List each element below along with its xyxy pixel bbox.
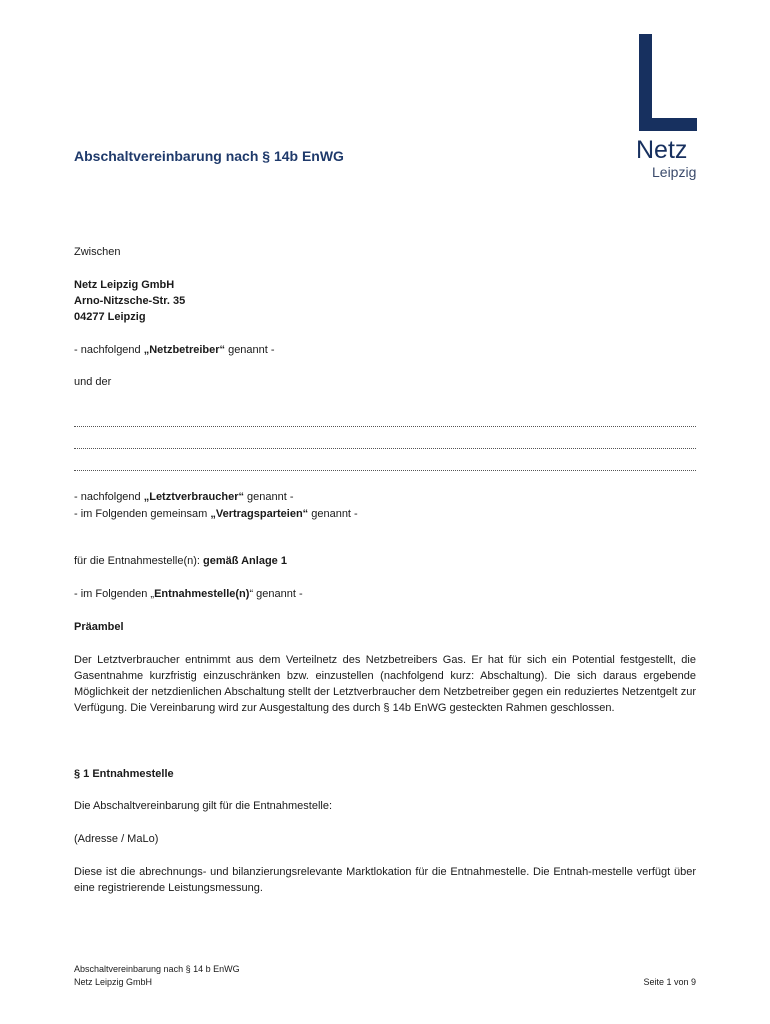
joint-role: [74, 506, 358, 522]
operator-name: Netz Leipzig GmbH: [74, 279, 175, 291]
operator-street: Arno-Nitzsche-Str. 35: [74, 295, 186, 307]
netz-leipzig-logo: [634, 34, 704, 184]
logo-l-horizontal: [639, 118, 697, 131]
fill-in-line-2[interactable]: [74, 448, 696, 449]
page-footer: [74, 963, 240, 989]
section1-heading: § 1 Entnahmestelle: [74, 768, 174, 780]
preamble-heading: Präambel: [74, 621, 124, 633]
footer-line-2: Netz Leipzig GmbH: [74, 977, 153, 987]
offtake-ref-prefix: - im Folgenden „: [74, 588, 155, 600]
section1-address: (Adresse / MaLo): [74, 833, 159, 845]
operator-role-prefix: - nachfolgend: [74, 344, 144, 356]
operator-city: 04277 Leipzig: [74, 311, 146, 323]
fill-in-line-3[interactable]: [74, 470, 696, 471]
offtake-line: [74, 553, 287, 569]
joint-role-bold: „Vertragsparteien“: [210, 508, 309, 520]
offtake-label: für die Entnahmestelle(n):: [74, 555, 204, 567]
joint-role-prefix: - im Folgenden gemeinsam: [74, 508, 211, 520]
offtake-ref-bold: Entnahmestelle(n): [154, 588, 250, 600]
logo-word: Netz: [636, 136, 688, 164]
logo-sub: Leipzig: [652, 164, 697, 180]
offtake-reference: [74, 586, 303, 602]
fill-in-line-1[interactable]: [74, 426, 696, 427]
consumer-role-prefix: - nachfolgend: [74, 491, 144, 503]
and-label: und der: [74, 376, 112, 388]
section1-text: Diese ist die abrechnungs- und bilanzierungsrelevante Marktlokation für die Entnahmestelle. Die Entnah-mestelle verfügt über eine registrierende Leistungsmessung.: [74, 866, 696, 894]
footer-line-1: Abschaltvereinbarung nach § 14 b EnWG: [74, 964, 240, 974]
offtake-value: gemäß Anlage 1: [203, 555, 287, 567]
section1-intro: Die Abschaltvereinbarung gilt für die Entnahmestelle:: [74, 800, 333, 812]
consumer-role: [74, 489, 294, 505]
page-number: Seite 1 von 9: [643, 977, 696, 987]
offtake-ref-suffix: “ genannt -: [249, 588, 303, 600]
preamble-text: Der Letztverbraucher entnimmt aus dem Verteilnetz des Netzbetreibers Gas. Er hat für sich ein Potential festgestellt, die Gasentnahme kurzfristig einzuschränken bzw. einzustellen (nachfolgend kurz: Abschaltung). Die sich daraus ergebende Möglichkeit der netzdienlichen Abschaltung stellt der Letztverbraucher dem Netzbetreiber gegen ein reduziertes Netzentgelt zur Verfügung. Die Vereinbarung wird zur Ausgestaltung des durch § 14b EnWG gesteckten Rahmen geschlossen.: [74, 654, 696, 714]
logo-l-vertical: [639, 34, 652, 131]
operator-role-suffix: genannt -: [225, 344, 275, 356]
operator-role: [74, 342, 275, 358]
consumer-role-bold: „Letztverbraucher“: [143, 491, 244, 503]
between-label: Zwischen: [74, 246, 121, 258]
consumer-role-suffix: genannt -: [243, 491, 294, 503]
document-title: Abschaltvereinbarung nach § 14b EnWG: [74, 148, 344, 164]
joint-role-suffix: genannt -: [308, 508, 358, 520]
operator-role-bold: „Netzbetreiber“: [143, 344, 226, 356]
